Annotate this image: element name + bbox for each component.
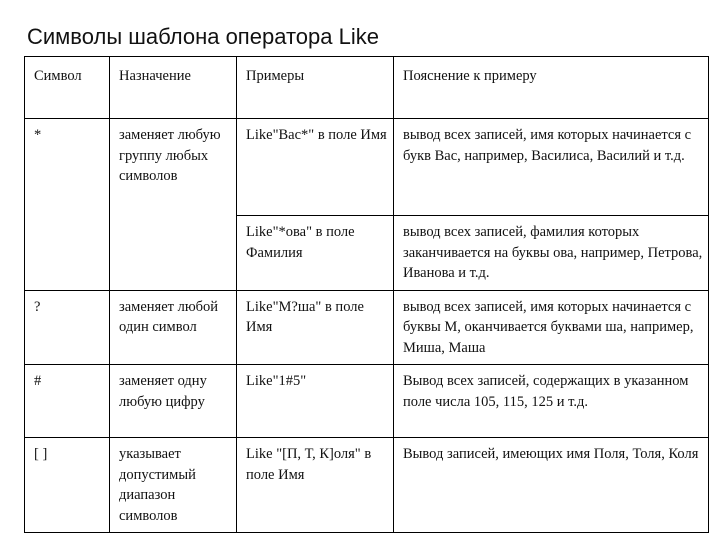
like-symbols-table [24,56,709,533]
example-cell: Like "[П, Т, К]оля" в поле Имя [237,438,394,533]
header-symbol: Символ [25,57,110,119]
example-cell: Like"*ова" в поле Фамилия [237,216,394,291]
table-row [25,438,709,533]
symbol-cell: # [25,365,110,438]
explanation-cell: Вывод записей, имеющих имя Поля, Толя, Коля [394,438,709,533]
table-header-row [25,57,709,119]
table-row [25,365,709,438]
table-row [25,119,709,216]
explanation-cell: вывод всех записей, фамилия которых заканчивается на буквы ова, например, Петрова, Иванова и т.д. [394,216,709,291]
explanation-cell: вывод всех записей, имя которых начинается с букв Вас, например, Василиса, Василий и т.д. [394,119,709,216]
example-cell: Like"М?ша" в поле Имя [237,290,394,365]
header-examples: Примеры [237,57,394,119]
header-purpose: Назначение [110,57,237,119]
explanation-cell: вывод всех записей, имя которых начинается с буквы М, оканчивается буквами ша, например, Миша, Маша [394,290,709,365]
symbol-cell: [ ] [25,438,110,533]
table-row [25,290,709,365]
example-cell: Like"Вас*" в поле Имя [237,119,394,216]
purpose-cell: заменяет любой один символ [110,290,237,365]
purpose-cell: указывает допустимый диапазон символов [110,438,237,533]
symbol-cell: * [25,119,110,291]
purpose-cell: заменяет любую группу любых символов [110,119,237,291]
symbol-cell: ? [25,290,110,365]
purpose-cell: заменяет одну любую цифру [110,365,237,438]
slide-title: Символы шаблона оператора Like [27,24,379,49]
header-explanation: Пояснение к примеру [394,57,709,119]
example-cell: Like"1#5" [237,365,394,438]
explanation-cell: Вывод всех записей, содержащих в указанном поле числа 105, 115, 125 и т.д. [394,365,709,438]
